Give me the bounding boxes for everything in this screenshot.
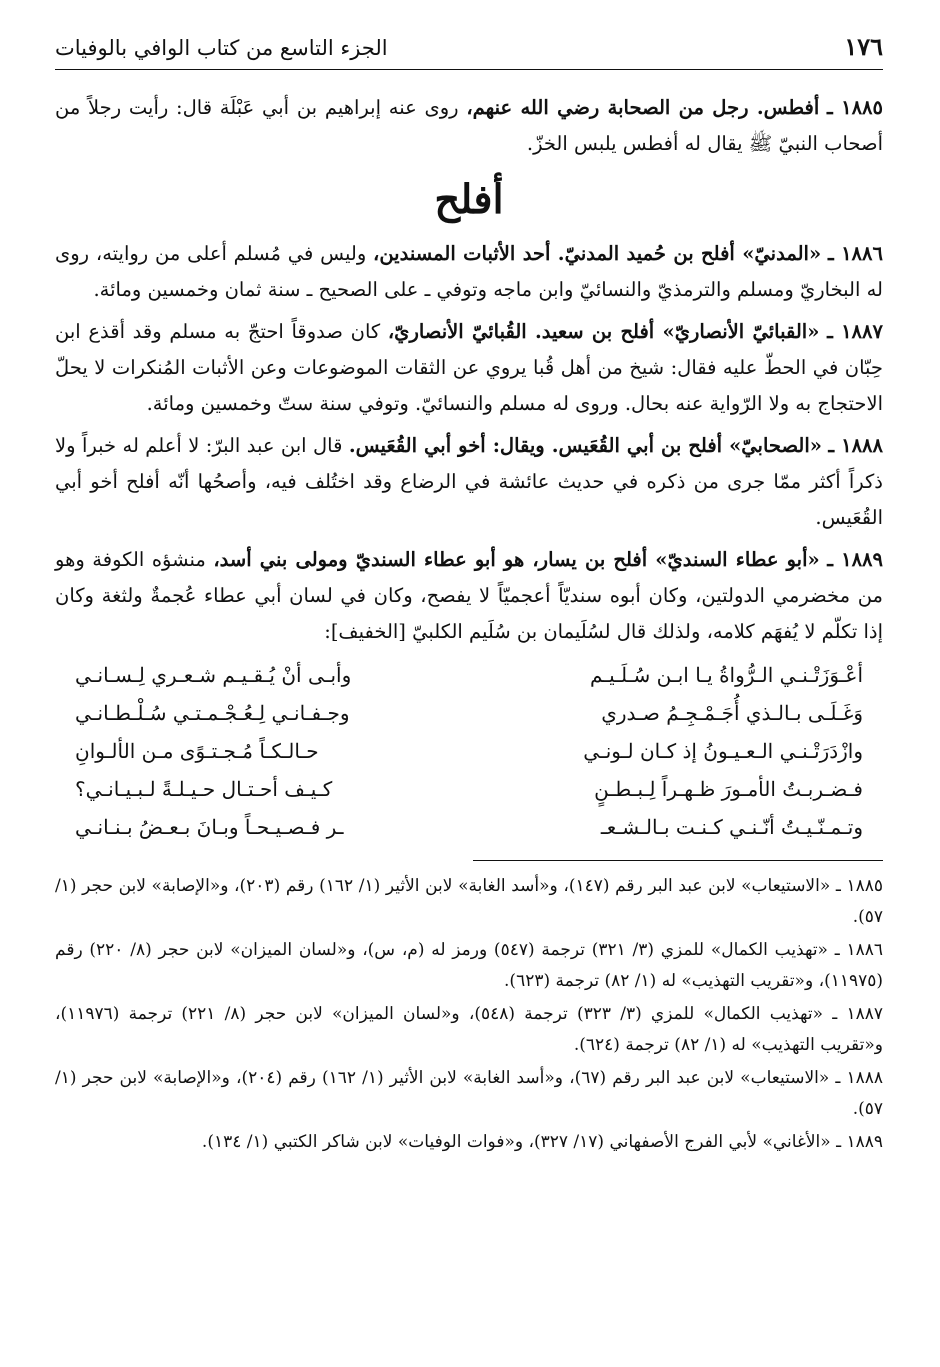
section-heading: أفلح [434,176,504,223]
entry-heading: «المدنيّ» أفلح بن حُميد المدنيّ. أحد الأثبات المسندين، [373,242,822,265]
entry-number: ١٨٨٩ ـ [827,548,883,571]
footnote-number: ١٨٨٧ ـ [832,1004,883,1024]
footnote-text: «الاستيعاب» لابن عبد البر رقم (١٤٧)، و«أسد الغابة» لابن الأثير (١/ ١٦٢) رقم (٢٠٣)، و«الإصابة» لابن حجر (١/ ٥٧). [55,876,883,927]
running-header [55,32,883,70]
entry-text: قال ابن عبد البرّ: لا أعلم له خبراً ولا ذكراً أكثر ممّا جرى من ذكره في حديث عائشة في الرضاع وقد اختُلف فيه، وأصحُها أنّه أفلح أخو أبي القُعَيس. [55,434,883,529]
verse-second-hemistich: وأبـى أنْ يُـقـيـم شـعـري لِـسـانـي [75,663,352,687]
verse-second-hemistich: حـالـكـاً مُـجـتـوًى مـن الألـوانِ [75,739,319,763]
poem-verse [75,694,863,732]
entry-text: روى عنه إبراهيم بن أبي عَبْلَة قال: رأيت رجلاً من أصحاب النبيّ ﷺ يقال له أفطس يلبس الخزّ. [55,96,883,155]
entry-1886 [55,236,883,308]
footnote-number: ١٨٨٩ ـ [836,1132,883,1152]
entry-text: وليس في مُسلم أعلى من روايته، روى له البخاريّ ومسلم والترمذيّ والنسائيّ وابن ماجه وتوفي ـ على الصحيح ـ سنة ثمان وخمسين ومائة. [55,242,883,301]
verse-first-hemistich: وَغَـلَـى بـالـذي أُجَـمْـجِـمُ صـدري [601,701,863,725]
footnotes [55,871,883,1158]
footnote-divider [473,860,883,861]
footnote [55,999,883,1061]
entry-heading: «القبائيّ الأنصاريّ» أفلح بن سعيد. القُبائيّ الأنصاريّ، [387,320,820,343]
footnote-number: ١٨٨٦ ـ [834,940,883,960]
verse-second-hemistich: كـيـف أحـتـال حـيـلـةً لـبـيـانـي؟ [75,777,333,801]
page-number: ١٧٦ [844,32,883,61]
poem-verse [75,808,863,846]
footnote-number: ١٨٨٥ ـ [835,876,883,896]
footnote-text: «الاستيعاب» لابن عبد البر رقم (٦٧)، و«أسد الغابة» لابن الأثير (١/ ١٦٢) رقم (٢٠٤)، و«الإصابة» لابن حجر (١/ ٥٧). [55,1068,883,1119]
verse-first-hemistich: وتـمـنّـيـتُ أنّـنـي كـنـت بـالـشـعـ [600,815,863,839]
entry-text: منشؤه الكوفة وهو من مخضرمي الدولتين، وكان أبوه سنديّاً أعجميّاً لا يفصح، وكان في لسان أبي عطاء عُجمةٌ ولثغة وكان إذا تكلّم لا يُفهَم كلامه، ولذلك قال لسُلَيمان بن سُلَيم الكلبيّ [الخفيف]: [55,548,883,643]
footnote-text: «الأغاني» لأبي الفرج الأصفهاني (١٧/ ٣٢٧)، و«فوات الوفيات» لابن شاكر الكتبي (١/ ١٣٤). [201,1132,831,1152]
poem [75,656,863,846]
footnote [55,935,883,997]
footnote [55,871,883,933]
entry-number: ١٨٨٦ ـ [827,242,883,265]
entry-1888 [55,428,883,536]
verse-second-hemistich: وجـفـانـي لِـعُـجْـمـتـي سُـلْـطـانـي [75,701,350,725]
entry-number: ١٨٨٧ ـ [827,320,883,343]
footnote-text: «تهذيب الكمال» للمزي (٣/ ٣٢٣) ترجمة (٥٤٨)، و«لسان الميزان» لابن حجر (٨/ ٢٢١) ترجمة (١١٩٧٦)، و«تقريب التهذيب» له (١/ ٨٢) ترجمة (٦٢٤). [55,1004,883,1055]
entry-heading: «الصحابيّ» أفلح بن أبي القُعَيس. ويقال: أخو أبي القُعَيس. [348,434,822,457]
poem-verse [75,732,863,770]
verse-first-hemistich: أعْـوَزَتْـنـي الـرُّواةُ يـا ابـن سُـلَـيـم [589,663,863,687]
entry-1887 [55,314,883,422]
poem-verse [75,656,863,694]
footnote [55,1063,883,1125]
verse-second-hemistich: ـر فـصـيـحـاً وبـانَ بـعـضُ بـنـانـي [75,815,344,839]
entry-heading: أفطس. رجل من الصحابة رضي الله عنهم، [466,96,820,119]
verse-first-hemistich: وازْدَرَتْـنـي الـعـيـونُ إذ كـان لـونـي [583,739,863,763]
entry-number: ١٨٨٨ ـ [828,434,883,457]
verse-first-hemistich: فـضـربـتُ الأمـورَ ظـهـراً لِـبـطـنٍ [594,777,863,801]
entry-1885 [55,90,883,162]
entry-text: كان صدوقاً احتجّ به مسلم وقد أقذع ابن حِبّان في الحطّ عليه فقال: شيخ من أهل قُبا يروي عن الثقات الموضوعات وعن الأثبات المُنكرات لا يحلّ الاحتجاج به ولا الرّواية عنه بحال. وروى له مسلم والنسائيّ. وتوفي سنة ستّ وخمسين ومائة. [55,320,883,415]
footnote-text: «تهذيب الكمال» للمزي (٣/ ٣٢١) ترجمة (٥٤٧) ورمز له (م، س)، و«لسان الميزان» لابن حجر (٨/ ٢٢٠) رقم (١١٩٧٥)، و«تقريب التهذيب» له (١/ ٨٢) ترجمة (٦٢٣). [55,940,883,991]
book-title: الجزء التاسع من كتاب الوافي بالوفيات [55,36,388,60]
footnote-number: ١٨٨٨ ـ [835,1068,883,1088]
entry-1889 [55,542,883,650]
book-page [55,32,883,1160]
footnote [55,1127,883,1158]
entry-heading: «أبو عطاء السنديّ» أفلح بن يسار، هو أبو عطاء السنديّ ومولى بني أسد، [213,548,820,571]
entry-number: ١٨٨٥ ـ [827,96,884,119]
poem-verse [75,770,863,808]
